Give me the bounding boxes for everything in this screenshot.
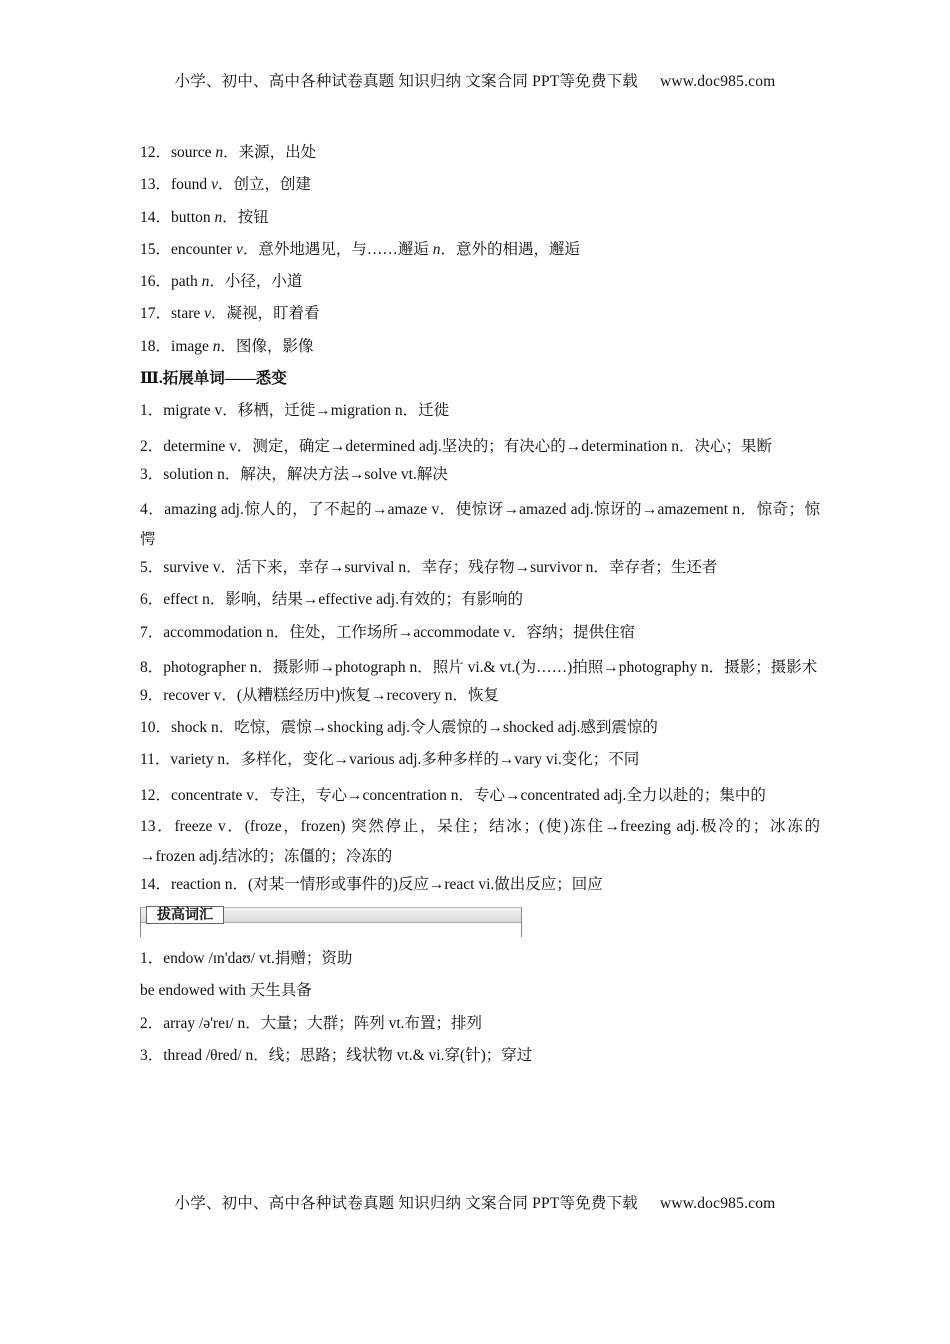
item-pos-2: n [432, 240, 441, 258]
extended-item: 8．photographer n．摄影师→photograph n．照片 vi.& vt.(为……)拍照→photography n．摄影；摄影术 [140, 658, 818, 676]
item-pos: n [212, 337, 221, 355]
extended-item: 2．determine v．测定，确定→determined adj.坚决的；有决心的→determination n．决心；果断 [140, 437, 772, 455]
item-word: image [171, 337, 209, 355]
item-pos: v [236, 240, 243, 258]
vocab-item [140, 206, 820, 238]
item-number: 12． [140, 144, 172, 161]
item-pos: v [204, 305, 212, 323]
item-word: path [171, 273, 198, 291]
item-number: 18． [140, 337, 172, 355]
item-definition: ．凝视，盯着看 [211, 305, 320, 323]
item-word: stare [171, 305, 201, 323]
item-word: source [171, 144, 212, 161]
document-body [140, 141, 820, 1076]
item-definition: ．创立，创建 [217, 176, 311, 194]
item-definition: ．来源，出处 [223, 144, 317, 161]
extended-item: 1．migrate v．移栖，迁徙→migration n．迁徙 [140, 402, 450, 420]
page-header [0, 69, 950, 91]
extended-item: 5．survive v．活下来，幸存→survival n．幸存；残存物→survivor n．幸存者；生还者 [140, 558, 718, 576]
item-pos: v [211, 176, 218, 194]
extended-item: 9．recover v．(从糟糕经历中)恢复→recovery n．恢复 [140, 686, 499, 704]
item-number: 17． [140, 305, 172, 323]
item-definition: ．小径，小道 [209, 273, 303, 291]
vocab-item [140, 270, 820, 302]
extended-list [140, 399, 820, 905]
item-pos: n [215, 144, 224, 161]
advanced-vocab-banner [140, 907, 520, 947]
extended-item: 12．concentrate v．专注，专心→concentration n．专心→concentrated adj.全力以赴的；集中的 [140, 786, 766, 804]
advanced-vocab-badge: 拔高词汇 [146, 906, 224, 924]
item-word: encounter [171, 240, 233, 258]
vocab-item [140, 302, 820, 334]
extended-item: 11．variety n．多样化，变化→various adj.多种多样的→vary vi.变化；不同 [140, 751, 640, 769]
item-number: 14． [140, 208, 172, 226]
vocab-item [140, 141, 820, 173]
section-title: Ⅲ.拓展单词——悉变 [140, 370, 287, 388]
item-pos: n [214, 208, 223, 226]
advanced-item: be endowed with 天生具备 [140, 982, 312, 1000]
extended-item: 13．freeze v．(froze，frozen) 突然停止，呆住；结冰；(使)冻住→freezing adj.极冷的；冰冻的→frozen adj.结冰的；冻僵的；冷冻的 [140, 817, 820, 865]
advanced-item: 3．thread /θred/ n．线；思路；线状物 vt.& vi.穿(针)；穿过 [140, 1046, 533, 1064]
extended-item: 3．solution n．解决，解决方法→solve vt.解决 [140, 465, 448, 483]
header-text: 小学、初中、高中各种试卷真题 知识归纳 文案合同 PPT等免费下载 [174, 73, 638, 90]
item-definition: ．按钮 [222, 208, 269, 226]
vocab-item [140, 335, 820, 367]
item-definition: ．图像，影像 [220, 337, 314, 355]
extended-item: 10．shock n．吃惊，震惊→shocking adj.令人震惊的→shocked adj.感到震惊的 [140, 719, 658, 737]
vocab-list [140, 141, 820, 367]
extended-item: 4．amazing adj.惊人的，了不起的→amaze v．使惊讶→amazed adj.惊讶的→amazement n．惊奇；惊愕 [140, 500, 820, 548]
footer-text: 小学、初中、高中各种试卷真题 知识归纳 文案合同 PPT等免费下载 [174, 1195, 638, 1212]
advanced-list [140, 947, 820, 1076]
footer-site: www.doc985.com [659, 1195, 776, 1212]
advanced-item: 1．endow /ɪn'daʊ/ vt.捐赠；资助 [140, 950, 353, 968]
extended-item: 14．reaction n．(对某一情形或事件的)反应→react vi.做出反应；回应 [140, 875, 603, 893]
advanced-item: 2．array /ə'reɪ/ n．大量；大群；阵列 vt.布置；排列 [140, 1014, 483, 1032]
item-definition: ．意外地遇见，与……邂逅 [242, 240, 433, 258]
header-site: www.doc985.com [659, 73, 776, 90]
item-word: found [171, 176, 208, 194]
extended-item: 6．effect n．影响，结果→effective adj.有效的；有影响的 [140, 591, 523, 609]
item-number: 16． [140, 273, 172, 291]
vocab-item [140, 173, 820, 205]
item-number: 13． [140, 176, 172, 194]
vocab-item [140, 238, 820, 270]
page-footer [0, 1191, 950, 1213]
item-word: button [171, 208, 211, 226]
item-number: 15． [140, 240, 172, 258]
item-definition-2: ．意外的相遇，邂逅 [440, 240, 581, 258]
extended-item: 7．accommodation n．住处，工作场所→accommodate v．容纳；提供住宿 [140, 623, 636, 641]
item-pos: n [201, 273, 210, 291]
